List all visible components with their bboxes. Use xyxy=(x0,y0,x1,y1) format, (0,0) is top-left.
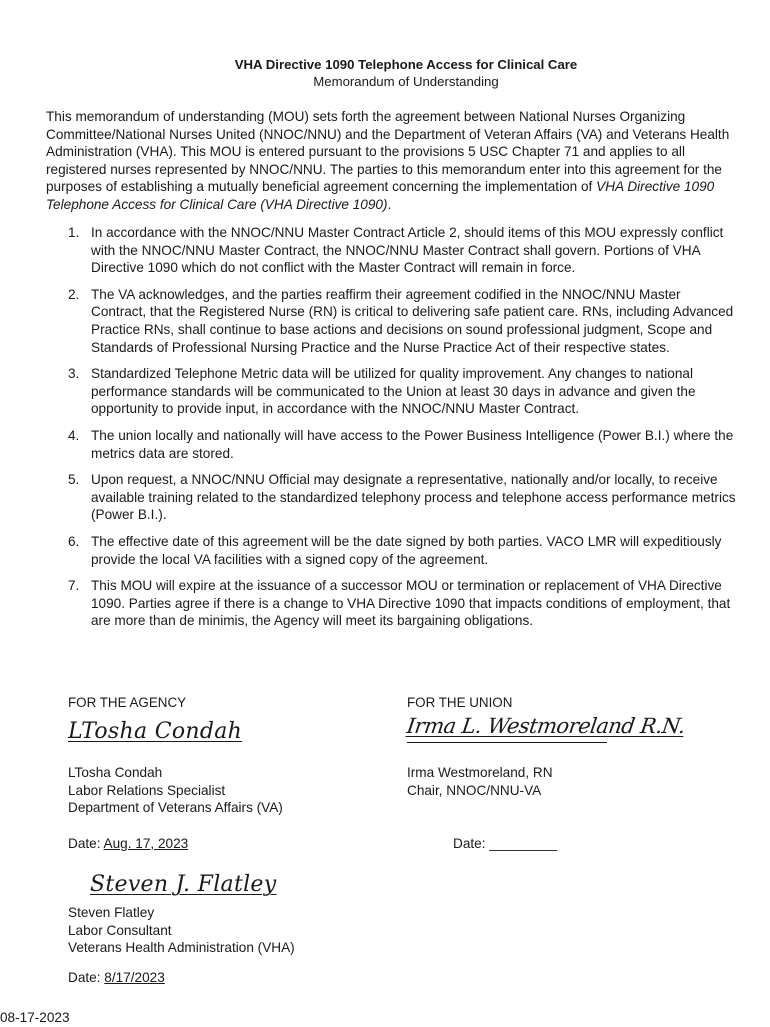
list-item-text: In accordance with the NNOC/NNU Master Contract Article 2, should items of this MOU expressly conflict with the NNOC/NNU Master Contract, the NNOC/NNU Master Contract shall govern. Portions of VHA Directive 1090 which do not conflict with the Master Contract will remain in force. xyxy=(91,225,724,276)
union-date-label: Date: _________ xyxy=(453,836,558,851)
list-item-number: 5. xyxy=(68,472,80,488)
document-title: VHA Directive 1090 Telephone Access for Clinical Care xyxy=(234,57,578,72)
list-item-text: Upon request, a NNOC/NNU Official may designate a representative, nationally and/or locally, to receive available training related to the standardized telephony process and telephone access performance metrics (Power B.I.). xyxy=(91,472,736,523)
agency-signer-title: Labor Relations Specialist xyxy=(68,782,226,798)
list-item-text: The VA acknowledges, and the parties reaffirm their agreement codified in the NNOC/NNU Master Contract, that the Registered Nurse (RN) is critical to delivering safe patient care. RNs, including Advanced Practice RNs, shall continue to base actions and decisions on sound professional judgment, Scope and Standards of Professional Nursing Practice and the Nurse Practice Act of their respective states. xyxy=(91,286,734,355)
list-item xyxy=(68,286,736,356)
list-item xyxy=(68,427,736,462)
footer-date-stamp: 08-17-2023 xyxy=(0,1010,70,1025)
union-signer-block xyxy=(407,764,553,799)
list-item-number: 1. xyxy=(68,225,80,240)
list-item-number: 4. xyxy=(68,427,80,443)
list-item xyxy=(68,533,736,568)
intro-paragraph xyxy=(46,108,736,214)
list-item-text: Standardized Telephone Metric data will be utilized for quality improvement. Any changes to national performance standards will be communicated to the Union at least 30 days in advance and given the opportunity to provide input, in accordance with the NNOC/NNU Master Contract. xyxy=(91,366,696,417)
agency-date xyxy=(68,835,188,853)
agency-date-value: Aug. 17, 2023 xyxy=(103,836,189,851)
union-signature-line xyxy=(407,742,607,743)
union-signer-name: Irma Westmoreland, RN xyxy=(407,765,553,780)
agency-heading: FOR THE AGENCY xyxy=(68,695,187,710)
union-signer-title: Chair, NNOC/NNU-VA xyxy=(407,782,542,798)
vha-signer-block xyxy=(68,904,295,957)
list-item xyxy=(68,365,736,418)
list-item-text: The effective date of this agreement will be the date signed by both parties. VACO LMR will expeditiously provide the local VA facilities with a signed copy of the agreement. xyxy=(91,533,722,567)
intro-text: This memorandum of understanding (MOU) sets forth the agreement between National Nurses Organizing Committee/National Nurses United (NNOC/NNU) and the Department of Veteran Affairs (VA) and Veterans Health Administration (VHA). This MOU is entered pursuant to the provisions 5 USC Chapter 71 and applies to all registered nurses represented by NNOC/NNU. The parties to this memorandum enter into this agreement for the purposes of establishing a mutually beneficial agreement concerning the implementation of xyxy=(46,109,730,195)
vha-signer-name: Steven Flatley xyxy=(68,905,155,920)
agency-date-label: Date: xyxy=(68,836,104,851)
list-item-text: This MOU will expire at the issuance of a successor MOU or termination or replacement of VHA Directive 1090. Parties agree if there is a change to VHA Directive 1090 that impacts conditions of employment, that are more than de minimis, the Agency will meet its bargaining obligations. xyxy=(91,578,731,629)
vha-date-label: Date: xyxy=(68,970,105,985)
list-item xyxy=(68,577,736,630)
intro-end: . xyxy=(387,196,392,212)
intro-italic-title: VHA Directive 1090 Telephone Access for Clinical Care (VHA Directive 1090) xyxy=(46,179,715,212)
list-item-number: 3. xyxy=(68,366,80,382)
vha-date-value: 8/17/2023 xyxy=(104,970,165,985)
vha-signature: Steven J. Flatley xyxy=(90,872,277,897)
list-item-number: 2. xyxy=(68,286,80,302)
terms-list xyxy=(68,224,736,639)
vha-signer-org: Veterans Health Administration (VHA) xyxy=(68,940,295,956)
agency-signer-block xyxy=(68,764,283,817)
union-heading: FOR THE UNION xyxy=(407,695,513,710)
list-item-number: 6. xyxy=(68,533,80,549)
list-item-number: 7. xyxy=(68,578,80,594)
union-signature: Irma L. Westmoreland R.N. xyxy=(405,714,687,738)
list-item xyxy=(68,224,736,277)
document-subtitle: Memorandum of Understanding xyxy=(313,74,499,89)
list-item-text: The union locally and nationally will have access to the Power Business Intelligence (Power B.I.) where the metrics data are stored. xyxy=(91,427,734,461)
agency-signature: LTosha Condah xyxy=(68,719,243,744)
agency-signer-org: Department of Veterans Affairs (VA) xyxy=(68,800,283,816)
vha-date xyxy=(68,969,165,987)
list-item xyxy=(68,471,736,524)
vha-signer-title: Labor Consultant xyxy=(68,922,172,938)
agency-signer-name: LTosha Condah xyxy=(68,765,163,780)
